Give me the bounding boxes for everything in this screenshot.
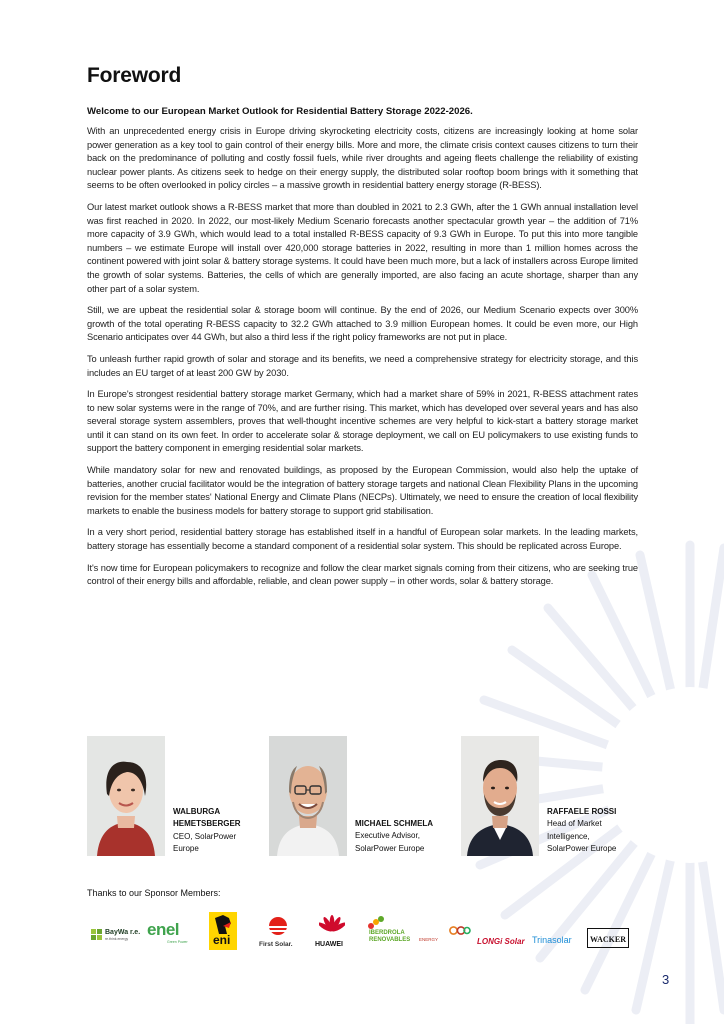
person-role: Head of Market bbox=[547, 819, 602, 829]
logo-enel-subtext: Green Power bbox=[167, 940, 188, 944]
sponsor-logos bbox=[87, 912, 647, 952]
person-role: Intelligence, bbox=[547, 831, 590, 841]
energy-rings-icon bbox=[449, 926, 471, 935]
page-title: Foreword bbox=[87, 64, 182, 87]
logo-baywa-text: BayWa r.e. bbox=[105, 929, 141, 936]
paragraph-germany: In Europe's strongest residential battery storage market Germany, which had a market share of 59% in 2021, R-BESS attachment rates to new solar systems were in the range of 70%, and are further rising. This market, which has developed over several years and has also several storage system assemblers, proves that well-thought incentive schemes are very helpful to kick-start a battery storage market until it can stand on its own feet. In order to accelerate solar & storage deployment, we call on EU policymakers to use existing funds to support the battery component in emerging residential solar markets. bbox=[87, 389, 638, 454]
logo-longi bbox=[477, 931, 525, 949]
logo-energy bbox=[419, 928, 438, 946]
logo-enel bbox=[147, 920, 188, 944]
paragraph-strategy: To unleash further rapid growth of solar and storage and its benefits, we need a comprehensive strategy for electricity storage, and this includes an EU target of at least 200 GW by 2030. bbox=[87, 353, 638, 378]
person-role: SolarPower Europe bbox=[547, 844, 617, 854]
foreword-body bbox=[87, 64, 638, 597]
logo-eni bbox=[209, 912, 237, 955]
paragraph-call-to-action: It's now time for European policymakers to recognize and follow the clear market signals coming from their citizens, who are seeking true control of their energy bills and affordable, reliable, and clean power supply – in other words, solar & battery storage. bbox=[87, 562, 638, 587]
person-role: Europe bbox=[173, 844, 199, 854]
logo-iberdrola-text: IBERDROLA bbox=[369, 930, 405, 936]
paragraph-scenarios: Still, we are upbeat the residential solar & storage boom will continue. By the end of 2026, our Medium Scenario expects over 300% growth of the total operating R-BESS capacity to 32.2 GWh attached to 3.9 million European homes. It could be even more, our High Scenario anticipates over 44 GWh, but also a third less if the right policy frameworks are not put in place. bbox=[87, 305, 638, 343]
logo-enel-text: enel bbox=[147, 920, 180, 939]
logo-baywa-subtext: re.think.energy bbox=[105, 937, 129, 941]
photo-raffaele-rossi bbox=[461, 736, 539, 856]
person-role: Executive Advisor, bbox=[355, 831, 420, 841]
paragraph-short-period: In a very short period, residential battery storage has established itself in a handful of European solar markets. In the leading markets, battery storage has essentially become a standard component of a residential solar system. This should be replicated across Europe. bbox=[87, 527, 638, 552]
logo-iberdrola-subtext: RENOVABLES bbox=[369, 937, 411, 943]
paragraph-energy-crisis: With an unprecedented energy crisis in Europe driving skyrocketing electricity costs, citizens are increasingly looking at home solar power generation as a key tool to gain control of their energy bills. More and more, the climate crisis context causes citizens to turn their back on the predominance of polluting and costly fossil fuels, while river droughts and ageing fleets challenge the reliability of existing nuclear power plants. As citizens seek to hedge on their energy supply, the distributed solar rooftop boom brings with it something that seems to be often overlooked in policy circles – a massive growth in residential battery energy storage (R-BESS). bbox=[87, 126, 638, 191]
person-raffaele-rossi bbox=[547, 806, 616, 856]
person-walburga-hemetsberger bbox=[173, 806, 241, 856]
lead-sentence: Welcome to our European Market Outlook for Residential Battery Storage 2022-2026. bbox=[87, 106, 473, 117]
logo-energy-text: ENERGY bbox=[419, 937, 439, 942]
first-solar-sun-icon bbox=[267, 915, 289, 937]
photo-walburga-hemetsberger bbox=[87, 736, 165, 856]
logo-trina-text: Trinasolar bbox=[532, 935, 572, 945]
page-number: 3 bbox=[662, 972, 670, 987]
logo-first-solar-text: First Solar. bbox=[259, 941, 293, 948]
photo-michael-schmela bbox=[269, 736, 347, 856]
person-name: HEMETSBERGER bbox=[173, 819, 241, 829]
person-name: WALBURGA bbox=[173, 807, 221, 816]
baywa-icon bbox=[91, 929, 103, 941]
logo-wacker bbox=[587, 928, 629, 948]
person-role: CEO, SolarPower bbox=[173, 831, 237, 841]
paragraph-mandatory-solar: While mandatory solar for new and renovated buildings, as proposed by the European Commission, would also help the uptake of batteries, another crucial facilitator would be the integration of battery storage targets and national Clean Flexibility Plans in the upcoming revision for the member states' National Energy and Climate Plans (NECPs). Ultimately, we need to ensure the creation of local flexibility markets to enable the business models for battery storage to support grid stabilisation. bbox=[87, 465, 638, 516]
logo-longi-text: LONGi Solar bbox=[477, 937, 525, 946]
person-role: SolarPower Europe bbox=[355, 843, 425, 853]
person-name: MICHAEL SCHMELA bbox=[355, 819, 434, 828]
huawei-flower-icon bbox=[319, 915, 345, 937]
logo-huawei-text: HUAWEI bbox=[315, 941, 343, 948]
paragraph-market-outlook: Our latest market outlook shows a R-BESS market that more than doubled in 2021 to 2.3 GWh, after the 1 GWh annual installation level was first reached in 2020. In 2022, our most-likely Medium Scenario forecasts another spectacular growth year – the addition of 71% more capacity of 3.9 GWh, which would lead to a total installed R-BESS capacity of 9.3 GWh in Europe. To put this into more tangible numbers – we estimate Europe will install over 420,000 storage batteries in 2022, resulting in more than 1 million homes across the continent powered with joint solar & battery storage systems. It could have been much more, but a lack of installers across Europe limited the growth of solar systems. Batteries, the cells of which are generally imported, are also facing an acute shortage, sharper than any other part of a solar system. bbox=[87, 201, 638, 294]
sponsor-heading: Thanks to our Sponsor Members: bbox=[87, 888, 221, 898]
iberdrola-leaf-icon bbox=[367, 916, 385, 930]
person-name: RAFFAELE ROSSI bbox=[547, 807, 617, 816]
logo-trina bbox=[532, 930, 572, 948]
person-michael-schmela bbox=[355, 818, 433, 855]
logo-wacker-text: WACKER bbox=[590, 935, 627, 944]
logo-eni-text: eni bbox=[213, 933, 231, 947]
authors-section bbox=[0, 736, 724, 856]
